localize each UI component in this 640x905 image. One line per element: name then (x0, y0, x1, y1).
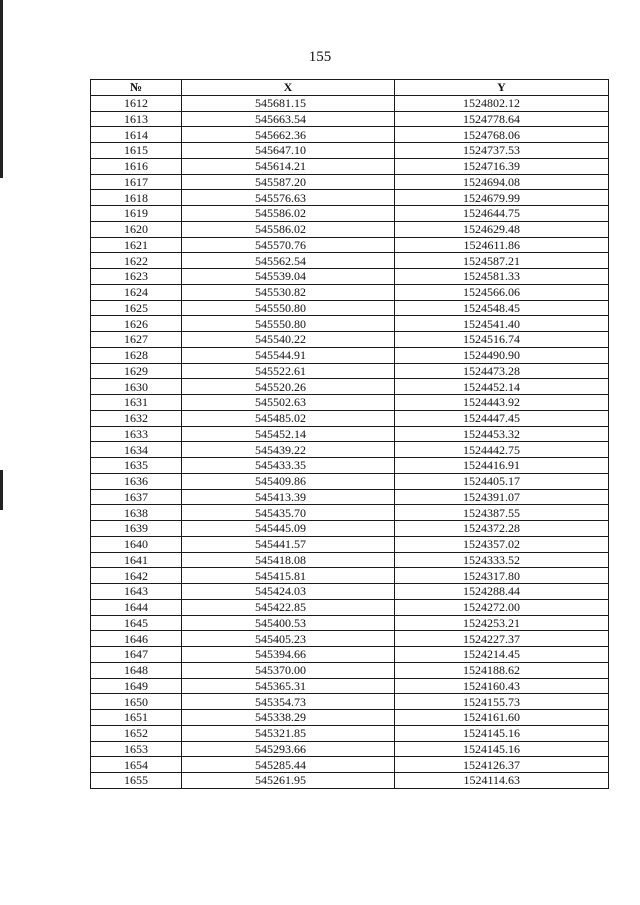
table-row (91, 552, 609, 568)
y-coordinate-cell: 1524317.80 (395, 568, 609, 584)
x-coordinate-cell: 545586.02 (182, 221, 395, 237)
point-number-cell: 1624 (91, 284, 182, 300)
y-coordinate-cell: 1524214.45 (395, 647, 609, 663)
point-number-cell: 1636 (91, 473, 182, 489)
table-row (91, 190, 609, 206)
table-row (91, 710, 609, 726)
x-coordinate-cell: 545285.44 (182, 757, 395, 773)
x-coordinate-cell: 545520.26 (182, 379, 395, 395)
y-coordinate-cell: 1524802.12 (395, 95, 609, 111)
table-row (91, 773, 609, 789)
table-row (91, 237, 609, 253)
point-number-cell: 1643 (91, 584, 182, 600)
point-number-cell: 1625 (91, 300, 182, 316)
y-coordinate-cell: 1524405.17 (395, 473, 609, 489)
table-row (91, 332, 609, 348)
x-coordinate-cell: 545418.08 (182, 552, 395, 568)
x-coordinate-cell: 545485.02 (182, 410, 395, 426)
table-row (91, 143, 609, 159)
point-number-cell: 1640 (91, 536, 182, 552)
point-number-cell: 1621 (91, 237, 182, 253)
x-coordinate-cell: 545562.54 (182, 253, 395, 269)
table-row (91, 521, 609, 537)
point-number-cell: 1631 (91, 395, 182, 411)
x-coordinate-cell: 545365.31 (182, 678, 395, 694)
x-coordinate-cell: 545662.36 (182, 127, 395, 143)
point-number-cell: 1616 (91, 158, 182, 174)
table-row (91, 741, 609, 757)
x-coordinate-cell: 545540.22 (182, 332, 395, 348)
table-row (91, 395, 609, 411)
table-row (91, 473, 609, 489)
x-coordinate-cell: 545587.20 (182, 174, 395, 190)
point-number-cell: 1648 (91, 662, 182, 678)
y-coordinate-cell: 1524391.07 (395, 489, 609, 505)
table-row (91, 379, 609, 395)
y-coordinate-cell: 1524581.33 (395, 269, 609, 285)
x-coordinate-cell: 545647.10 (182, 143, 395, 159)
x-coordinate-cell: 545452.14 (182, 426, 395, 442)
y-coordinate-cell: 1524679.99 (395, 190, 609, 206)
table-row (91, 662, 609, 678)
y-coordinate-cell: 1524145.16 (395, 741, 609, 757)
point-number-cell: 1617 (91, 174, 182, 190)
point-number-cell: 1639 (91, 521, 182, 537)
y-coordinate-cell: 1524155.73 (395, 694, 609, 710)
table-row (91, 127, 609, 143)
y-coordinate-cell: 1524694.08 (395, 174, 609, 190)
x-coordinate-cell: 545586.02 (182, 206, 395, 222)
y-coordinate-cell: 1524566.06 (395, 284, 609, 300)
point-number-cell: 1622 (91, 253, 182, 269)
table-row (91, 221, 609, 237)
x-coordinate-cell: 545261.95 (182, 773, 395, 789)
table-row (91, 536, 609, 552)
x-coordinate-cell: 545544.91 (182, 347, 395, 363)
y-coordinate-cell: 1524253.21 (395, 615, 609, 631)
table-row (91, 363, 609, 379)
table-row (91, 174, 609, 190)
point-number-cell: 1613 (91, 111, 182, 127)
point-number-cell: 1628 (91, 347, 182, 363)
y-coordinate-cell: 1524490.90 (395, 347, 609, 363)
x-coordinate-cell: 545394.66 (182, 647, 395, 663)
table-row (91, 410, 609, 426)
y-coordinate-cell: 1524416.91 (395, 458, 609, 474)
y-coordinate-cell: 1524387.55 (395, 505, 609, 521)
table-row (91, 584, 609, 600)
table-row (91, 694, 609, 710)
point-number-cell: 1635 (91, 458, 182, 474)
table-row (91, 631, 609, 647)
x-coordinate-cell: 545400.53 (182, 615, 395, 631)
point-number-cell: 1618 (91, 190, 182, 206)
table-row (91, 347, 609, 363)
x-coordinate-cell: 545338.29 (182, 710, 395, 726)
x-coordinate-cell: 545405.23 (182, 631, 395, 647)
x-coordinate-cell: 545681.15 (182, 95, 395, 111)
table-row (91, 442, 609, 458)
y-coordinate-cell: 1524778.64 (395, 111, 609, 127)
x-coordinate-cell: 545539.04 (182, 269, 395, 285)
table-row (91, 647, 609, 663)
y-coordinate-cell: 1524548.45 (395, 300, 609, 316)
x-coordinate-cell: 545409.86 (182, 473, 395, 489)
table-row (91, 284, 609, 300)
point-number-cell: 1633 (91, 426, 182, 442)
point-number-cell: 1642 (91, 568, 182, 584)
point-number-cell: 1632 (91, 410, 182, 426)
point-number-cell: 1651 (91, 710, 182, 726)
y-coordinate-cell: 1524145.16 (395, 725, 609, 741)
coordinates-table (90, 79, 609, 789)
y-coordinate-cell: 1524629.48 (395, 221, 609, 237)
column-header-x: X (182, 80, 395, 96)
y-coordinate-cell: 1524272.00 (395, 599, 609, 615)
x-coordinate-cell: 545445.09 (182, 521, 395, 537)
x-coordinate-cell: 545502.63 (182, 395, 395, 411)
table-row (91, 158, 609, 174)
y-coordinate-cell: 1524516.74 (395, 332, 609, 348)
y-coordinate-cell: 1524737.53 (395, 143, 609, 159)
table-row (91, 111, 609, 127)
point-number-cell: 1655 (91, 773, 182, 789)
table-row (91, 316, 609, 332)
table-row (91, 95, 609, 111)
x-coordinate-cell: 545370.00 (182, 662, 395, 678)
y-coordinate-cell: 1524768.06 (395, 127, 609, 143)
y-coordinate-cell: 1524126.37 (395, 757, 609, 773)
x-coordinate-cell: 545530.82 (182, 284, 395, 300)
y-coordinate-cell: 1524644.75 (395, 206, 609, 222)
x-coordinate-cell: 545570.76 (182, 237, 395, 253)
point-number-cell: 1615 (91, 143, 182, 159)
y-coordinate-cell: 1524160.43 (395, 678, 609, 694)
y-coordinate-cell: 1524611.86 (395, 237, 609, 253)
point-number-cell: 1649 (91, 678, 182, 694)
table-row (91, 458, 609, 474)
y-coordinate-cell: 1524447.45 (395, 410, 609, 426)
y-coordinate-cell: 1524333.52 (395, 552, 609, 568)
y-coordinate-cell: 1524541.40 (395, 316, 609, 332)
x-coordinate-cell: 545439.22 (182, 442, 395, 458)
x-coordinate-cell: 545321.85 (182, 725, 395, 741)
table-row (91, 599, 609, 615)
y-coordinate-cell: 1524443.92 (395, 395, 609, 411)
table-row (91, 757, 609, 773)
table-header-row (91, 80, 609, 96)
y-coordinate-cell: 1524452.14 (395, 379, 609, 395)
point-number-cell: 1627 (91, 332, 182, 348)
y-coordinate-cell: 1524442.75 (395, 442, 609, 458)
page-number: 155 (308, 49, 332, 65)
y-coordinate-cell: 1524587.21 (395, 253, 609, 269)
x-coordinate-cell: 545441.57 (182, 536, 395, 552)
x-coordinate-cell: 545550.80 (182, 316, 395, 332)
point-number-cell: 1623 (91, 269, 182, 285)
table-row (91, 269, 609, 285)
point-number-cell: 1614 (91, 127, 182, 143)
y-coordinate-cell: 1524188.62 (395, 662, 609, 678)
column-header-y: Y (395, 80, 609, 96)
point-number-cell: 1612 (91, 95, 182, 111)
table-row (91, 426, 609, 442)
y-coordinate-cell: 1524372.28 (395, 521, 609, 537)
x-coordinate-cell: 545415.81 (182, 568, 395, 584)
x-coordinate-cell: 545422.85 (182, 599, 395, 615)
point-number-cell: 1647 (91, 647, 182, 663)
x-coordinate-cell: 545354.73 (182, 694, 395, 710)
y-coordinate-cell: 1524473.28 (395, 363, 609, 379)
x-coordinate-cell: 545550.80 (182, 300, 395, 316)
y-coordinate-cell: 1524357.02 (395, 536, 609, 552)
y-coordinate-cell: 1524716.39 (395, 158, 609, 174)
table-row (91, 568, 609, 584)
table-row (91, 206, 609, 222)
x-coordinate-cell: 545433.35 (182, 458, 395, 474)
x-coordinate-cell: 545293.66 (182, 741, 395, 757)
point-number-cell: 1637 (91, 489, 182, 505)
table-row (91, 678, 609, 694)
y-coordinate-cell: 1524288.44 (395, 584, 609, 600)
point-number-cell: 1654 (91, 757, 182, 773)
point-number-cell: 1645 (91, 615, 182, 631)
y-coordinate-cell: 1524453.32 (395, 426, 609, 442)
point-number-cell: 1641 (91, 552, 182, 568)
point-number-cell: 1629 (91, 363, 182, 379)
x-coordinate-cell: 545614.21 (182, 158, 395, 174)
point-number-cell: 1626 (91, 316, 182, 332)
table-row (91, 505, 609, 521)
x-coordinate-cell: 545663.54 (182, 111, 395, 127)
x-coordinate-cell: 545413.39 (182, 489, 395, 505)
y-coordinate-cell: 1524161.60 (395, 710, 609, 726)
table-row (91, 725, 609, 741)
column-header-number: № (91, 80, 182, 96)
table-row (91, 615, 609, 631)
x-coordinate-cell: 545522.61 (182, 363, 395, 379)
point-number-cell: 1653 (91, 741, 182, 757)
table-row (91, 489, 609, 505)
x-coordinate-cell: 545435.70 (182, 505, 395, 521)
point-number-cell: 1638 (91, 505, 182, 521)
point-number-cell: 1652 (91, 725, 182, 741)
table-row (91, 253, 609, 269)
x-coordinate-cell: 545576.63 (182, 190, 395, 206)
point-number-cell: 1634 (91, 442, 182, 458)
scan-edge-mark (0, 0, 3, 178)
point-number-cell: 1620 (91, 221, 182, 237)
point-number-cell: 1644 (91, 599, 182, 615)
table-row (91, 300, 609, 316)
point-number-cell: 1619 (91, 206, 182, 222)
point-number-cell: 1630 (91, 379, 182, 395)
point-number-cell: 1646 (91, 631, 182, 647)
y-coordinate-cell: 1524114.63 (395, 773, 609, 789)
point-number-cell: 1650 (91, 694, 182, 710)
x-coordinate-cell: 545424.03 (182, 584, 395, 600)
scan-edge-mark (0, 470, 3, 510)
y-coordinate-cell: 1524227.37 (395, 631, 609, 647)
